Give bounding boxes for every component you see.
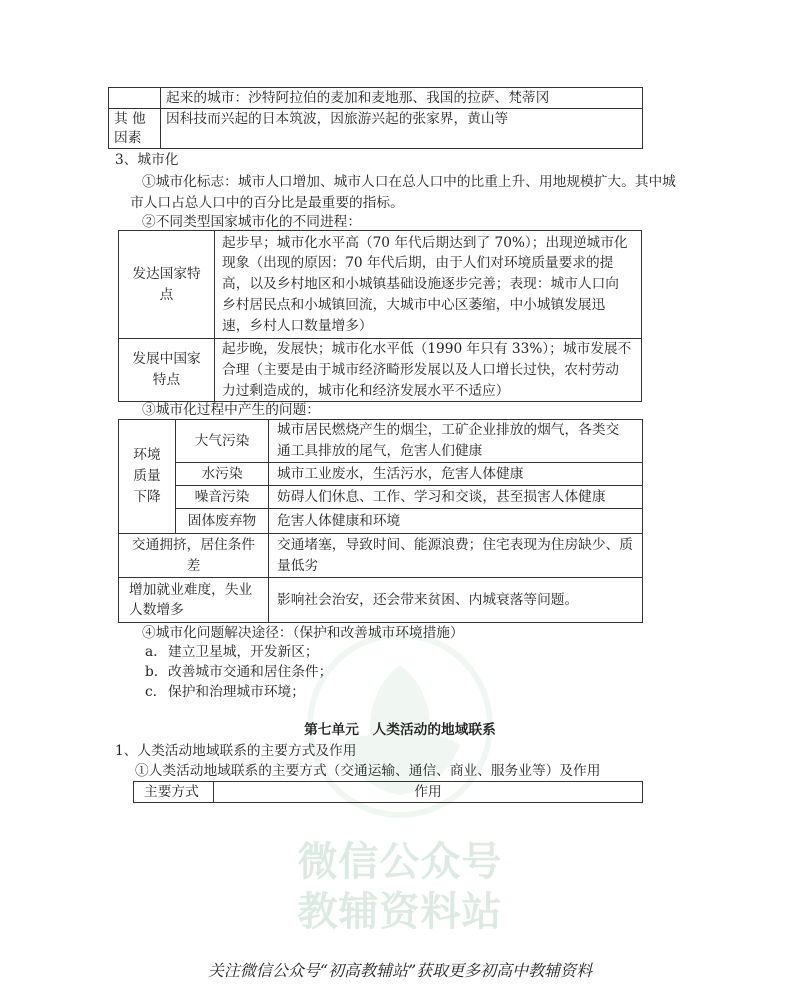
developing-countries-label: 发展中国家 特点	[119, 339, 215, 402]
watermark-line-2: 教辅资料站	[297, 888, 503, 935]
developed-countries-text: 起步早；城市化水平高（70 年代后期达到了 70%）；出现逆城市化 现象（出现的原因：70 年代后期，由于人们对环境质量要求的提 高，以及乡村地区和小城镇基础设施逐步完善；表现：城市人口向 乡村居民点和小城镇回流，大城市中心区萎缩，中小城镇发展迅 速，乡村人口数量增多）	[215, 231, 642, 339]
employment-problem-effect: 影响社会治安，还会带来贫困、内城衰落等问题。	[269, 578, 643, 623]
table-row	[109, 88, 643, 109]
developed-countries-label: 发达国家特 点	[119, 231, 215, 339]
solutions-heading: ④城市化问题解决途径：（保护和改善城市环境措施）	[142, 625, 464, 641]
table-row	[119, 339, 642, 402]
solution-marker: b.	[145, 664, 159, 680]
pollution-type-air: 大气污染	[176, 420, 269, 463]
solution-text: 保护和治理城市环境；	[168, 684, 305, 700]
urbanization-problems-table	[118, 419, 643, 623]
table-row	[119, 578, 643, 623]
pollution-effect-noise: 妨碍人们休息、工作、学习和交谈，甚至损害人体健康	[269, 486, 643, 509]
table-row	[119, 420, 643, 463]
table-row	[119, 463, 643, 486]
developing-countries-text: 起步晚，发展快；城市化水平低（1990 年只有 33%）；城市发展不 合理（主要是由于城市经济畸形发展以及人口增长过快，农村劳动 力过剩造成的，城市化和经济发展水平不适应）	[215, 339, 642, 402]
pollution-effect-water: 城市工业废水，生活污水，危害人体健康	[269, 463, 643, 486]
environment-decline-label: 环境 质量 下降	[119, 420, 176, 534]
watermark-line-1: 微信公众号	[297, 838, 503, 885]
regional-links-subheading: ①人类活动地域联系的主要方式（交通运输、通信、商业、服务业等）及作用	[135, 763, 601, 779]
city-origin-table-continuation	[108, 87, 643, 149]
table-row	[119, 534, 643, 578]
unit-title: 第七单元 人类活动的地域联系	[304, 722, 496, 738]
solution-text: 建立卫星城，开发新区；	[168, 644, 319, 660]
traffic-problem-label: 交通拥挤，居住条件 差	[119, 534, 269, 578]
problems-heading: ③城市化过程中产生的问题：	[142, 402, 320, 418]
section-heading-urbanization: 3、城市化	[115, 152, 179, 168]
other-factors-text: 因科技而兴起的日本筑波，因旅游兴起的张家界，黄山等	[161, 109, 643, 149]
column-header-main-mode: 主要方式	[134, 782, 214, 803]
urbanization-sign-paragraph: ①城市化标志：城市人口增加、城市人口在总人口中的比重上升、用地规模扩大。其中城 市人口占总人口中的百分比是最重要的指标。	[130, 174, 676, 211]
regional-links-table	[133, 781, 643, 803]
table-row	[119, 509, 643, 534]
solution-text: 改善城市交通和居住条件；	[168, 664, 333, 680]
employment-problem-label: 增加就业难度，失业 人数增多	[119, 578, 269, 623]
urbanization-process-table	[118, 230, 642, 402]
pollution-type-noise: 噪音污染	[176, 486, 269, 509]
section-heading-regional-links: 1、人类活动地域联系的主要方式及作用	[115, 743, 357, 759]
table-row	[119, 231, 642, 339]
process-heading: ②不同类型国家城市化的不同进程：	[142, 214, 362, 230]
other-factors-label: 其 他 因素	[109, 109, 161, 149]
pollution-effect-solid-waste: 危害人体健康和环境	[269, 509, 643, 534]
table-row	[109, 109, 643, 149]
religious-cities-text: 起来的城市：沙特阿拉伯的麦加和麦地那、我国的拉萨、梵蒂冈	[161, 88, 643, 109]
pollution-effect-air: 城市居民燃烧产生的烟尘，工矿企业排放的烟气，各类交 通工具排放的尾气，危害人们健康	[269, 420, 643, 463]
solution-marker: a.	[145, 644, 158, 660]
traffic-problem-effect: 交通堵塞，导致时间、能源浪费；住宅表现为住房缺少、质 量低劣	[269, 534, 643, 578]
table-row	[119, 486, 643, 509]
solution-marker: c.	[145, 684, 158, 700]
table-header-row	[134, 782, 643, 803]
pollution-type-water: 水污染	[176, 463, 269, 486]
pollution-type-solid-waste: 固体废弃物	[176, 509, 269, 534]
page-footer: 关注微信公众号“初高教辅站”获取更多初高中教辅资料	[207, 961, 593, 980]
column-header-function: 作用	[214, 782, 643, 803]
table-cell-empty	[109, 88, 161, 109]
